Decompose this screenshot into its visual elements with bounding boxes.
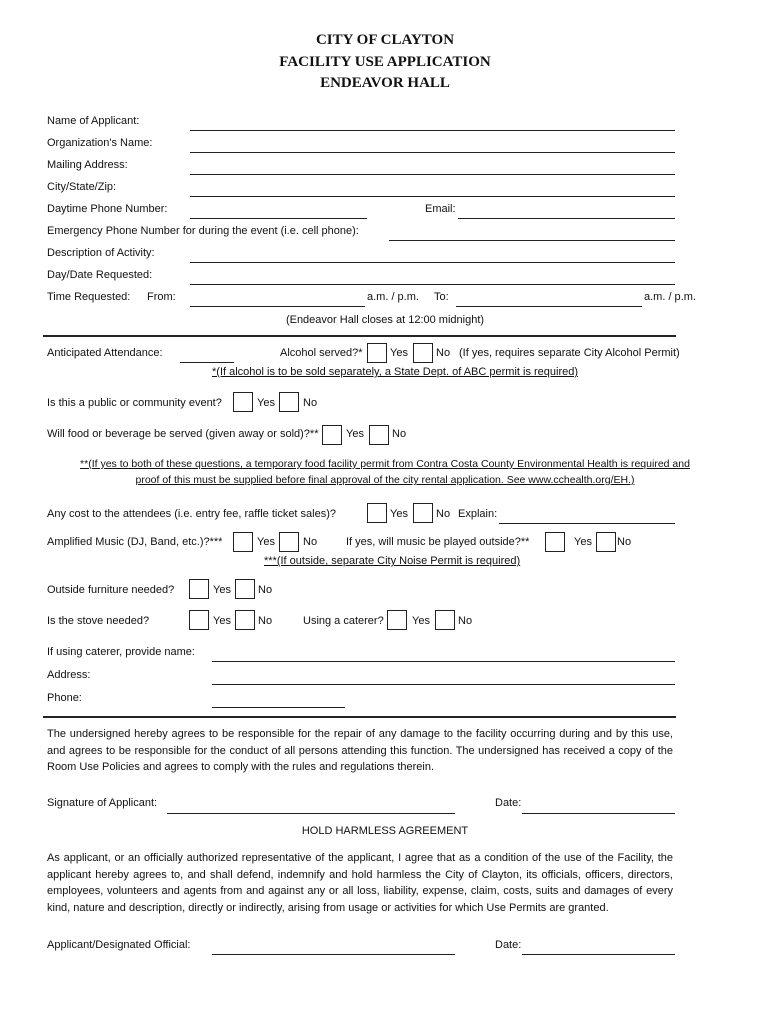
caterer-question-label: Using a caterer? [303,615,384,627]
form-title-application: FACILITY USE APPLICATION [279,54,491,70]
stove-yes-label: Yes [213,615,231,627]
music-outside-yes-checkbox[interactable] [545,532,565,552]
caterer-no-label: No [458,615,473,627]
form-title-hall: ENDEAVOR HALL [320,75,450,91]
attendance-field[interactable] [180,362,234,363]
time-from-ampm: a.m. / p.m. [367,291,419,303]
music-outside-label: If yes, will music be played outside?** [346,536,530,548]
caterer-yes-checkbox[interactable] [387,610,407,630]
time-from-label: From: [147,291,176,303]
city-state-zip-label: City/State/Zip: [47,181,117,193]
stove-yes-checkbox[interactable] [189,610,209,630]
hold-harmless-text: As applicant, or an officially authorized representative of the applicant, I agree that as a condition of the use of the Facility, the applicant hereby agrees to, and shall defend, indemnify and hold harmless the City of Clayton, its officials, officers, directors, employees, volunteers and agents from and against any or all loss, liability, expense, claim, costs, suits and damages of every kind, nature and description, directly or indirectly, arising from usage or activities for which Use Permits are granted. [47,852,673,914]
official-label: Applicant/Designated Official: [47,939,191,951]
furniture-no-checkbox[interactable] [235,579,255,599]
public-event-no-checkbox[interactable] [279,392,299,412]
health-permit-note-1: **(If yes to both of these questions, a temporary food facility permit from Contra Costa County Environmental Health is required and [80,458,690,470]
music-yes-label: Yes [257,536,275,548]
caterer-yes-label: Yes [412,615,430,627]
organization-name-label: Organization's Name: [47,137,153,149]
furniture-label: Outside furniture needed? [47,584,175,596]
alcohol-no-label: No [436,347,451,359]
section-divider [43,335,676,337]
time-requested-label: Time Requested: [47,291,131,303]
time-to-label: To: [434,291,449,303]
caterer-name-label: If using caterer, provide name: [47,646,195,658]
cost-no-label: No [436,508,451,520]
emergency-phone-field[interactable] [389,240,675,241]
emergency-phone-label: Emergency Phone Number for during the event (i.e. cell phone): [47,225,359,237]
alcohol-yes-label: Yes [390,347,408,359]
mailing-address-label: Mailing Address: [47,159,128,171]
email-field[interactable] [458,218,675,219]
alcohol-label: Alcohol served?* [280,347,363,359]
time-from-field[interactable] [190,306,365,307]
music-label: Amplified Music (DJ, Band, etc.)?*** [47,536,223,548]
alcohol-permit-note: (If yes, requires separate City Alcohol Permit) [459,347,680,359]
day-date-label: Day/Date Requested: [47,269,153,281]
caterer-phone-label: Phone: [47,692,82,704]
music-outside-yes-label: Yes [574,536,592,548]
day-date-field[interactable] [190,284,675,285]
public-event-label: Is this a public or community event? [47,397,222,409]
applicant-name-label: Name of Applicant: [47,115,140,127]
cost-explain-field[interactable] [499,523,675,524]
cost-yes-checkbox[interactable] [367,503,387,523]
activity-description-label: Description of Activity: [47,247,155,259]
signature-date-field[interactable] [522,813,675,814]
signature-field[interactable] [167,813,455,814]
music-no-label: No [303,536,318,548]
time-to-field[interactable] [456,306,642,307]
cost-label: Any cost to the attendees (i.e. entry fee, raffle ticket sales)? [47,508,337,520]
closing-time-note: (Endeavor Hall closes at 12:00 midnight) [285,314,485,326]
signature-date-label: Date: [495,797,522,809]
alcohol-yes-checkbox[interactable] [367,343,387,363]
caterer-address-label: Address: [47,669,91,681]
caterer-name-field[interactable] [212,661,675,662]
email-label: Email: [425,203,456,215]
stove-no-checkbox[interactable] [235,610,255,630]
furniture-no-label: No [258,584,273,596]
caterer-address-field[interactable] [212,684,675,685]
alcohol-no-checkbox[interactable] [413,343,433,363]
stove-label: Is the stove needed? [47,615,150,627]
cost-yes-label: Yes [390,508,408,520]
food-label: Will food or beverage be served (given away or sold)?** [47,428,319,440]
daytime-phone-label: Daytime Phone Number: [47,203,168,215]
music-outside-no-checkbox[interactable] [596,532,616,552]
music-outside-no-label: No [617,536,632,548]
food-yes-checkbox[interactable] [322,425,342,445]
applicant-name-field[interactable] [190,130,675,131]
public-event-no-label: No [303,397,318,409]
public-event-yes-checkbox[interactable] [233,392,253,412]
noise-permit-note: ***(If outside, separate City Noise Permit is required) [264,555,521,567]
stove-no-label: No [258,615,273,627]
time-to-ampm: a.m. / p.m. [644,291,696,303]
furniture-yes-label: Yes [213,584,231,596]
public-event-yes-label: Yes [257,397,275,409]
hold-harmless-heading: HOLD HARMLESS AGREEMENT [301,825,469,837]
food-yes-label: Yes [346,428,364,440]
cost-explain-label: Explain: [458,508,498,520]
form-title-city: CITY OF CLAYTON [315,32,455,48]
furniture-yes-checkbox[interactable] [189,579,209,599]
caterer-phone-field[interactable] [212,707,345,708]
attendance-label: Anticipated Attendance: [47,347,163,359]
responsibility-agreement-text: The undersigned hereby agrees to be responsible for the repair of any damage to the facility occurring during and by this use, and agrees to be responsible for the conduct of all persons attending this function. The undersigned has received a copy of the Room Use Policies and agrees to comply with the rules and regulations therein. [47,728,673,773]
food-no-label: No [392,428,407,440]
city-state-zip-field[interactable] [190,196,675,197]
health-permit-note-2: proof of this must be supplied before final approval of the city rental application. See www.cchealth.org/EH.) [135,474,635,486]
signature-label: Signature of Applicant: [47,797,158,809]
food-no-checkbox[interactable] [369,425,389,445]
mailing-address-field[interactable] [190,174,675,175]
daytime-phone-field[interactable] [190,218,367,219]
activity-description-field[interactable] [190,262,675,263]
section-divider [43,716,676,718]
music-no-checkbox[interactable] [279,532,299,552]
music-yes-checkbox[interactable] [233,532,253,552]
organization-name-field[interactable] [190,152,675,153]
official-signature-field[interactable] [212,954,455,955]
official-date-label: Date: [495,939,522,951]
caterer-no-checkbox[interactable] [435,610,455,630]
official-date-field[interactable] [522,954,675,955]
abc-permit-note: *(If alcohol is to be sold separately, a State Dept. of ABC permit is required) [212,366,579,378]
cost-no-checkbox[interactable] [413,503,433,523]
